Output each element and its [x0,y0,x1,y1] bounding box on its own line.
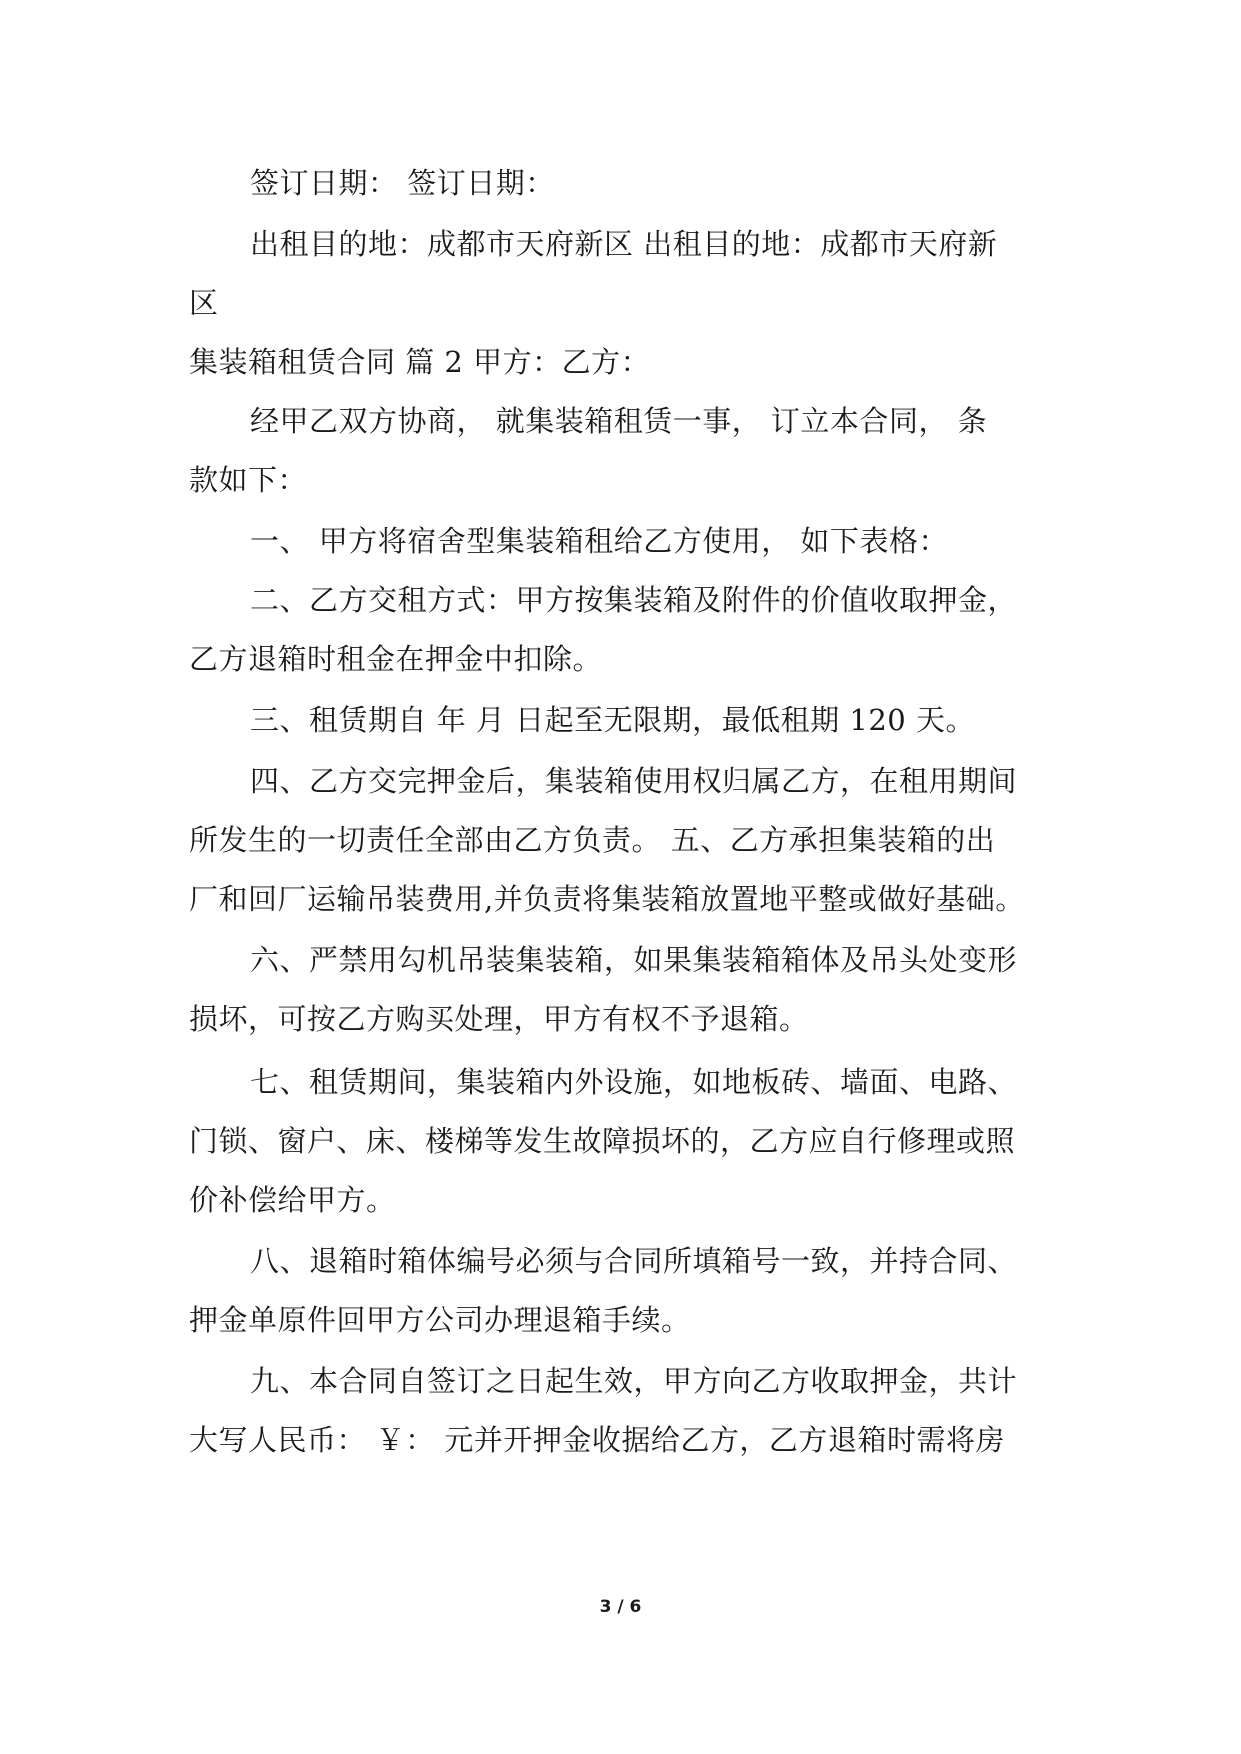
clause-4: 四、乙方交完押金后，集装箱使用权归属乙方，在租用期间 [250,764,1018,798]
clause-6-cont: 损坏，可按乙方购买处理，甲方有权不予退箱。 [189,1002,809,1036]
text-line-destination: 出租目的地：成都市天府新区 出租目的地：成都市天府新 [250,227,998,261]
clause-1: 一、 甲方将宿舍型集装箱租给乙方使用， 如下表格： [250,524,948,558]
clause-3: 三、租赁期自 年 月 日起至无限期，最低租期 120 天。 [250,703,975,737]
clause-8-cont: 押金单原件回甲方公司办理退箱手续。 [189,1303,691,1337]
clause-7-cont-2: 价补偿给甲方。 [189,1183,396,1217]
clause-4-cont: 所发生的一切责任全部由乙方负责。 五、乙方承担集装箱的出 [189,823,996,857]
clause-6: 六、严禁用勾机吊装集装箱，如果集装箱箱体及吊头处变形 [250,943,1018,977]
clause-9: 九、本合同自签订之日起生效，甲方向乙方收取押金，共计 [250,1364,1018,1398]
page-number: 3 / 6 [599,1597,642,1617]
clause-2-cont: 乙方退箱时租金在押金中扣除。 [189,642,603,676]
text-line-intro: 经甲乙双方协商， 就集装箱租赁一事， 订立本合同， 条 [250,404,988,438]
clause-9-cont: 大写人民币： ￥： 元并开押金收据给乙方，乙方退箱时需将房 [189,1423,1005,1457]
clause-8: 八、退箱时箱体编号必须与合同所填箱号一致，并持合同、 [250,1244,1018,1278]
section-heading: 集装箱租赁合同 篇 2 甲方：乙方： [189,345,651,379]
text-line-intro-cont: 款如下： [189,463,308,497]
clause-7: 七、租赁期间，集装箱内外设施，如地板砖、墙面、电路、 [250,1065,1018,1099]
clause-7-cont-1: 门锁、窗户、床、楼梯等发生故障损坏的，乙方应自行修理或照 [189,1124,1016,1158]
text-line-destination-cont: 区 [189,286,219,320]
clause-2: 二、乙方交租方式：甲方按集装箱及附件的价值收取押金， [250,583,1018,617]
text-line-sign-date: 签订日期： 签订日期： [250,166,555,200]
clause-5-cont: 厂和回厂运输吊装费用,并负责将集装箱放置地平整或做好基础。 [189,882,1025,916]
